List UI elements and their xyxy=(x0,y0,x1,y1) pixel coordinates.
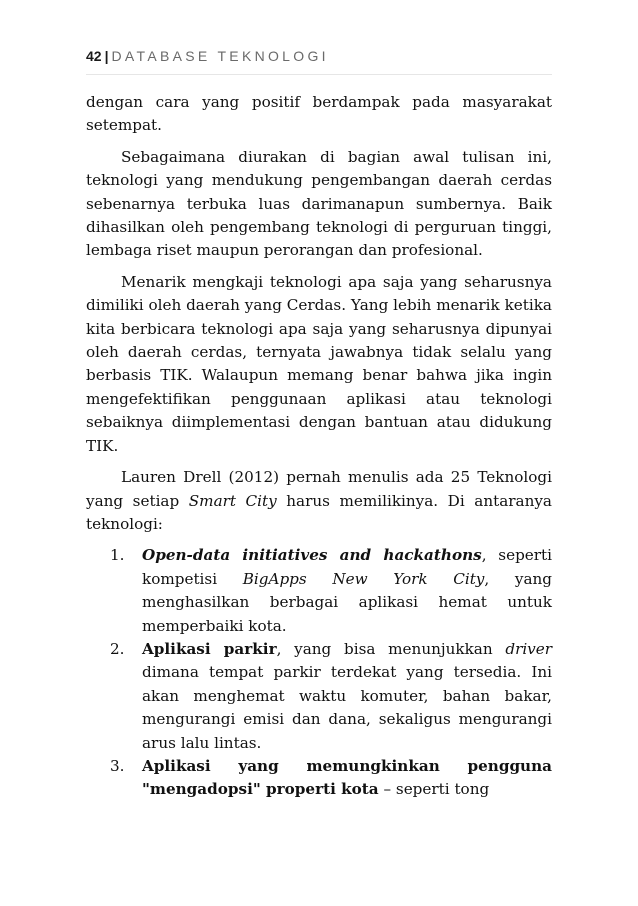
list-item-heading: Aplikasi parkir xyxy=(142,639,277,658)
list-item xyxy=(86,755,552,802)
page-header xyxy=(86,48,552,64)
list-item-text: – seperti tong xyxy=(378,780,490,799)
header-rule xyxy=(86,74,552,75)
intro-text-after: harus memilikinya. Di antaranya teknologi: xyxy=(86,491,552,533)
paragraph-continuation: dengan cara yang positif berdampak pada masyarakat setempat. xyxy=(86,93,552,135)
list-item-text: dimana tempat parkir terdekat yang tersedia. Ini akan menghemat waktu komuter, bahan bakar, mengurangi emisi dan dana, sekaligus mengurangi arus lalu lintas. xyxy=(142,663,552,752)
list-item-italic: BigApps New York City xyxy=(242,569,485,588)
list-item-heading: Aplikasi yang memungkinkan pengguna "mengadopsi" properti kota xyxy=(142,756,552,799)
page-number: 42 xyxy=(86,48,102,64)
technology-list xyxy=(86,544,552,801)
list-item-heading: Open-data initiatives and hackathons xyxy=(142,546,482,565)
list-item xyxy=(86,638,552,755)
list-item-text: , yang bisa menunjukkan xyxy=(276,639,506,658)
header-separator: | xyxy=(104,48,109,64)
list-item-number: 3. xyxy=(110,756,125,775)
paragraph-sebagaimana: Sebagaimana diurakan di bagian awal tulisan ini, teknologi yang mendukung pengembangan daerah cerdas sebenarnya terbuka luas darimanapun sumbernya. Baik dihasilkan oleh pengembang teknologi di perguruan tinggi, lembaga riset maupun perorangan dan profesional. xyxy=(86,147,552,260)
list-item-text: , yang menghasilkan berbagai aplikasi hemat untuk memperbaiki kota. xyxy=(142,569,553,635)
paragraph-menarik: Menarik mengkaji teknologi apa saja yang seharusnya dimiliki oleh daerah yang Cerdas. Yang lebih menarik ketika kita berbicara teknologi apa saja yang seharusnya dipunyai oleh daerah cerdas, ternyata jawabnya tidak selalu yang berbasis TIK. Walaupun memang benar bahwa jika ingin mengefektifikan penggunaan aplikasi atau teknologi sebaiknya diimplementasi dengan bantuan atau didukung TIK. xyxy=(86,272,552,455)
list-item-italic: driver xyxy=(505,639,553,658)
list-item-number: 1. xyxy=(110,546,125,565)
intro-text-before: Lauren Drell (2012) pernah menulis ada 25 Teknologi yang setiap xyxy=(86,468,552,510)
list-item-text: , seperti kompetisi xyxy=(142,546,553,588)
intro-italic-smart-city: Smart City xyxy=(188,491,277,510)
list-item xyxy=(86,544,552,638)
paragraph-lauren-drell xyxy=(86,466,552,536)
list-item-number: 2. xyxy=(110,639,125,658)
page-body xyxy=(86,91,552,802)
book-title: DATABASE TEKNOLOGI xyxy=(111,48,329,64)
